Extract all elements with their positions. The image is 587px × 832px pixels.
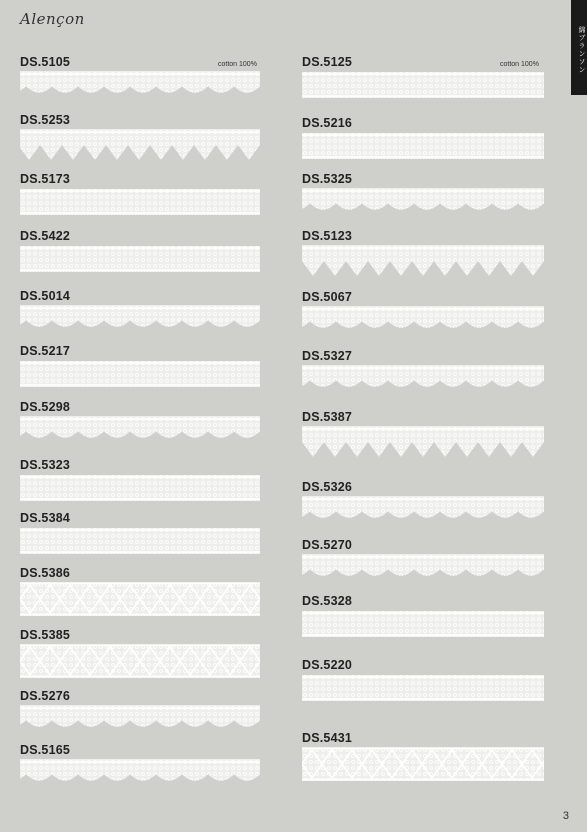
left-code-10: DS.5385: [20, 628, 71, 642]
right-code-9: DS.5328: [302, 594, 353, 608]
left-code-6: DS.5298: [20, 400, 71, 414]
left-code-0: DS.5105: [20, 55, 71, 69]
right-code-7: DS.5326: [302, 480, 353, 494]
right-code-3: DS.5123: [302, 229, 353, 243]
left-code-1: DS.5253: [20, 113, 71, 127]
left-lace-sample-3: [20, 245, 260, 273]
left-code-9: DS.5386: [20, 566, 71, 580]
category-tab: 綿ブランソン: [571, 0, 587, 95]
right-code-11: DS.5431: [302, 731, 353, 745]
left-lace-sample-12: [20, 759, 260, 787]
left-code-11: DS.5276: [20, 689, 71, 703]
right-code-10: DS.5220: [302, 658, 353, 672]
right-lace-sample-10: [302, 674, 544, 702]
right-lace-sample-1: [302, 132, 544, 160]
left-code-8: DS.5384: [20, 511, 71, 525]
right-lace-sample-8: [302, 554, 544, 582]
right-code-5: DS.5327: [302, 349, 353, 363]
left-code-5: DS.5217: [20, 344, 71, 358]
left-lace-sample-5: [20, 360, 260, 388]
right-lace-sample-5: [302, 365, 544, 393]
fiber-note-right: cotton 100%: [500, 61, 539, 68]
right-code-1: DS.5216: [302, 116, 353, 130]
page-number: 3: [562, 810, 569, 822]
left-lace-sample-6: [20, 416, 260, 444]
right-lace-sample-2: [302, 188, 544, 216]
right-lace-sample-7: [302, 496, 544, 524]
left-lace-sample-11: [20, 705, 260, 733]
right-code-8: DS.5270: [302, 538, 353, 552]
right-code-4: DS.5067: [302, 290, 353, 304]
right-lace-sample-3: [302, 245, 544, 277]
left-lace-sample-2: [20, 188, 260, 216]
left-lace-sample-1: [20, 129, 260, 161]
right-code-6: DS.5387: [302, 410, 353, 424]
fiber-note-left: cotton 100%: [218, 61, 257, 68]
left-code-7: DS.5323: [20, 458, 71, 472]
right-lace-sample-11: [302, 747, 544, 781]
left-code-3: DS.5422: [20, 229, 71, 243]
left-lace-sample-8: [20, 527, 260, 555]
left-code-2: DS.5173: [20, 172, 71, 186]
right-lace-sample-4: [302, 306, 544, 334]
right-lace-sample-9: [302, 610, 544, 638]
right-lace-sample-0: [302, 71, 544, 99]
right-lace-sample-6: [302, 426, 544, 458]
left-lace-sample-7: [20, 474, 260, 502]
left-code-4: DS.5014: [20, 289, 71, 303]
left-code-12: DS.5165: [20, 743, 71, 757]
left-lace-sample-10: [20, 644, 260, 678]
left-lace-sample-9: [20, 582, 260, 616]
right-code-2: DS.5325: [302, 172, 353, 186]
brand-logo: Alençon: [20, 10, 85, 28]
left-lace-sample-4: [20, 305, 260, 333]
left-lace-sample-0: [20, 71, 260, 99]
right-code-0: DS.5125: [302, 55, 353, 69]
